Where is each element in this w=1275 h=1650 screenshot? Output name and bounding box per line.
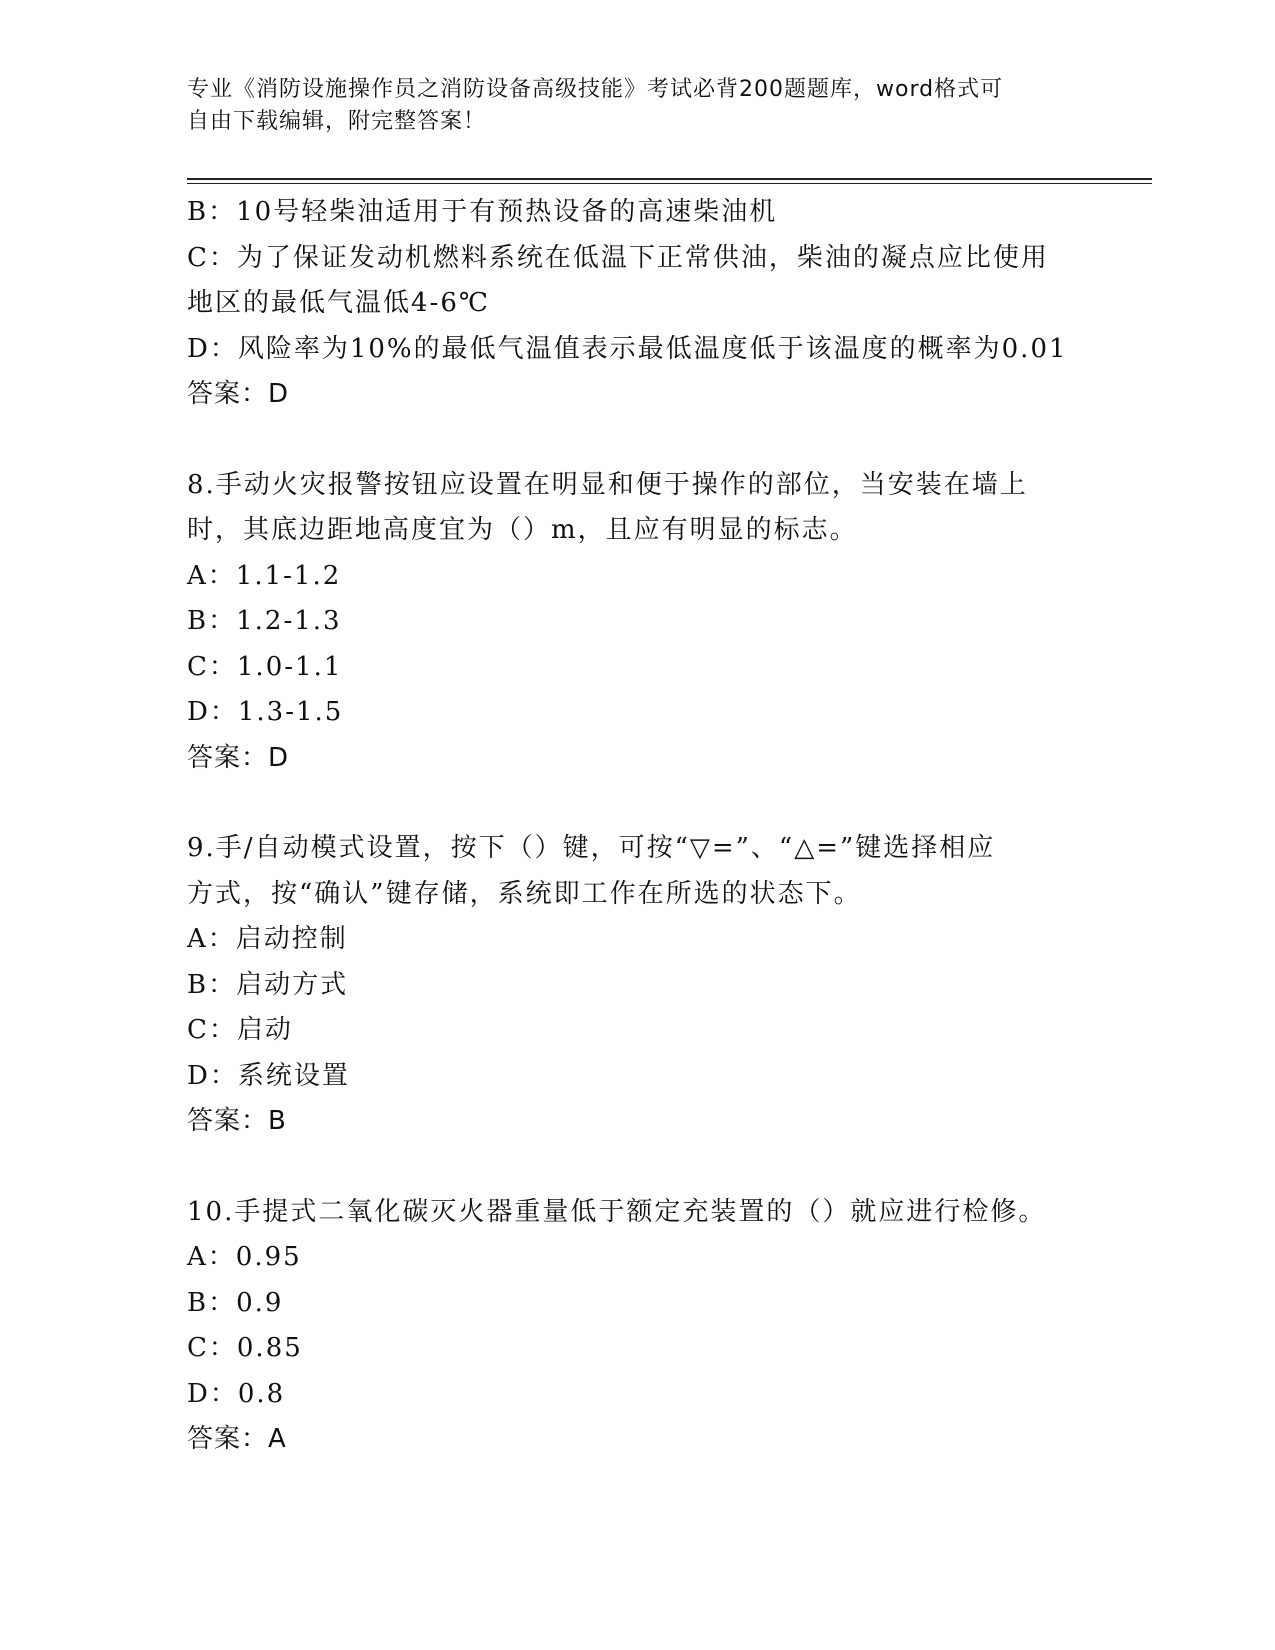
- question-spacer: [187, 418, 1087, 463]
- header-line-2: 自由下载编辑，附完整答案！: [187, 109, 487, 134]
- question-10: [187, 1190, 1087, 1463]
- question-stem-line-1: 9.手/自动模式设置，按下（）键，可按“▽=”、“△=”键选择相应: [187, 833, 996, 863]
- question-stem-line-2: 时，其底边距地高度宜为（）m，且应有明显的标志。: [187, 515, 858, 545]
- option-b: B：1.2-1.3: [187, 606, 342, 636]
- option-b: B：10号轻柴油适用于有预热设备的高速柴油机: [187, 197, 778, 227]
- option-a: A：0.95: [187, 1242, 302, 1272]
- document-header: [187, 74, 1067, 138]
- option-b: B：0.9: [187, 1287, 284, 1318]
- option-c-line-1: C：为了保证发动机燃料系统在低温下正常供油，柴油的凝点应比使用: [187, 242, 1049, 273]
- question-stem-line-1: 8.手动火灾报警按钮应设置在明显和便于操作的部位，当安装在墙上: [187, 469, 1028, 500]
- question-spacer: [187, 1145, 1087, 1190]
- header-rule-thick: [187, 178, 1152, 180]
- question-7-tail: [187, 190, 1087, 418]
- question-stem-line-2: 方式，按“确认”键存储，系统即工作在所选的状态下。: [187, 878, 862, 909]
- answer: 答案：D: [187, 742, 290, 773]
- header-rule-thin: [187, 183, 1152, 184]
- answer: 答案：B: [187, 1106, 287, 1136]
- option-d: D：系统设置: [187, 1060, 350, 1091]
- answer: 答案：D: [187, 379, 290, 409]
- question-list: [187, 190, 1087, 1463]
- question-spacer: [187, 781, 1087, 826]
- question-9: [187, 826, 1087, 1145]
- option-d: D：风险率为10%的最低气温值表示最低温度低于该温度的概率为0.01: [187, 333, 1068, 364]
- option-a: A：1.1-1.2: [187, 560, 342, 591]
- header-line-1: 专业《消防设施操作员之消防设备高级技能》考试必背200题题库，word格式可: [187, 77, 1004, 102]
- option-d: D：1.3-1.5: [187, 697, 344, 727]
- option-c: C：0.85: [187, 1333, 303, 1363]
- question-8: [187, 463, 1087, 782]
- option-a: A：启动控制: [187, 924, 348, 954]
- answer: 答案：A: [187, 1424, 287, 1454]
- option-c-line-2: 地区的最低气温低4-6℃: [187, 288, 490, 318]
- option-c: C：启动: [187, 1015, 293, 1045]
- option-d: D：0.8: [187, 1378, 286, 1409]
- option-c: C：1.0-1.1: [187, 651, 343, 682]
- question-stem-line-1: 10.手提式二氧化碳灭火器重量低于额定充装置的（）就应进行检修。: [187, 1196, 1047, 1227]
- option-b: B：启动方式: [187, 969, 349, 1000]
